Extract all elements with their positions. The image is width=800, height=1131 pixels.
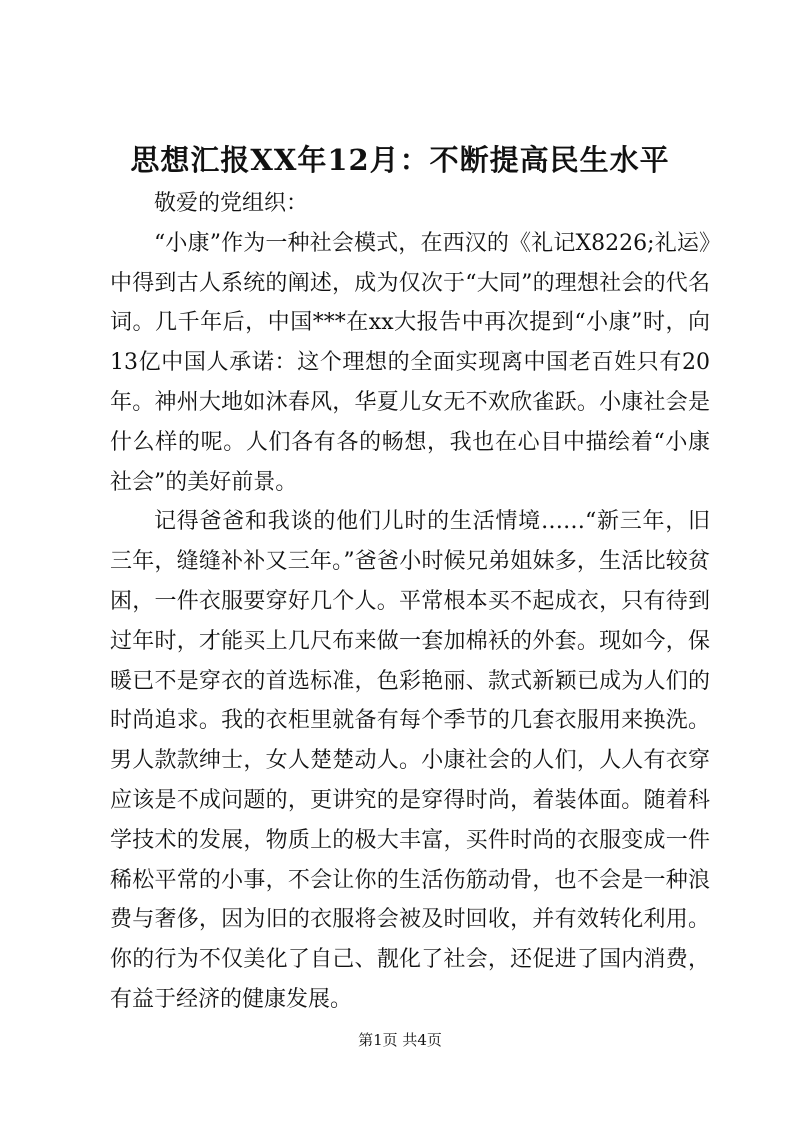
page-title: 思想汇报XX年12月：不断提高民生水平 [130, 143, 670, 177]
document-body [110, 184, 710, 1020]
paragraph-1: “小康”作为一种社会模式，在西汉的《礼记X8226;礼运》中得到古人系统的阐述，成为仅次于“大同”的理想社会的代名词。几千年后，中国***在xx大报告中再次提到“小康”时，向13亿中国人承诺：这个理想的全面实现离中国老百姓只有20年。神州大地如沐春风，华夏儿女无不欢欣雀跃。小康社会是什么样的呢。人们各有各的畅想，我也在心目中描绘着“小康社会”的美好前景。 [110, 230, 710, 495]
paragraph-2: 记得爸爸和我谈的他们儿时的生活情境……“新三年，旧三年，缝缝补补又三年。”爸爸小时候兄弟姐妹多，生活比较贫困，一件衣服要穿好几个人。平常根本买不起成衣，只有待到过年时，才能买上几尺布来做一套加棉袄的外套。现如今，保暖已不是穿衣的首选标准，色彩艳丽、款式新颖已成为人们的时尚追求。我的衣柜里就备有每个季节的几套衣服用来换洗。男人款款绅士，女人楚楚动人。小康社会的人们，人人有衣穿应该是不成问题的，更讲究的是穿得时尚，着装体面。随着科学技术的发展，物质上的极大丰富，买件时尚的衣服变成一件稀松平常的小事，不会让你的生活伤筋动骨，也不会是一种浪费与奢侈，因为旧的衣服将会被及时回收，并有效转化利用。你的行为不仅美化了自己、靓化了社会，还促进了国内消费，有益于经济的健康发展。 [110, 509, 710, 1012]
salutation: 敬爱的党组织： [154, 191, 309, 216]
page-footer: 第1页 共4页 [358, 1031, 442, 1049]
